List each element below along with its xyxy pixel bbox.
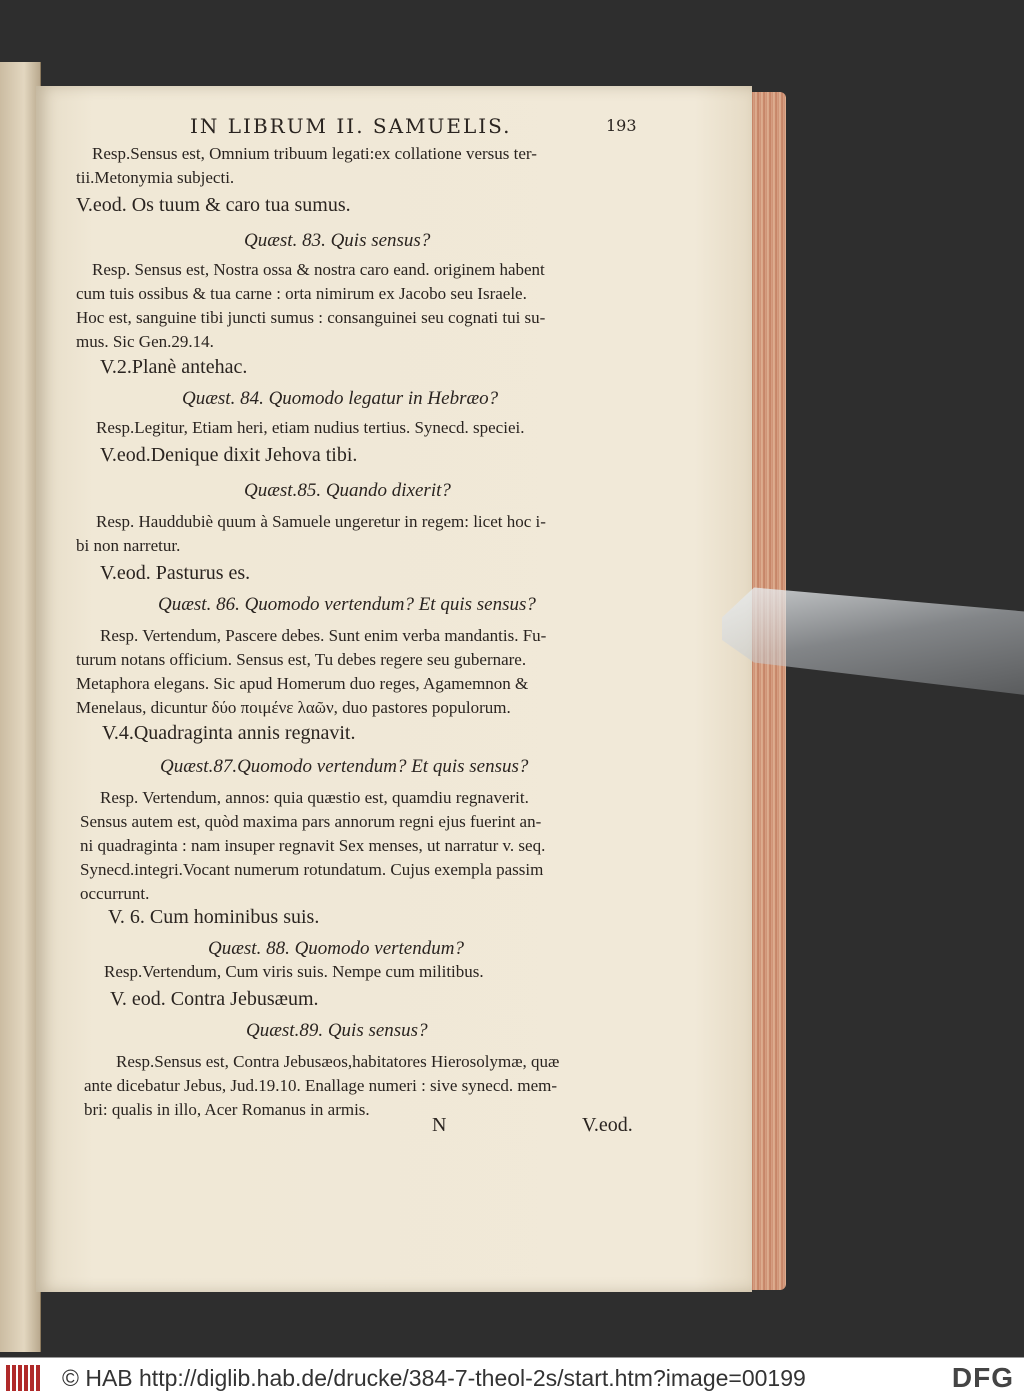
verse-heading: V.eod. Os tuum & caro tua sumus. — [76, 194, 351, 216]
text-line: Resp. Vertendum, Pascere debes. Sunt enim verba mandantis. Fu- — [100, 626, 547, 645]
verse-heading: V.2.Planè antehac. — [100, 356, 248, 378]
text-line: Resp.Legitur, Etiam heri, etiam nudius tertius. Synecd. speciei. — [96, 418, 525, 437]
text-line: Resp. Vertendum, annos: quia quæstio est, quamdiu regnaverit. — [100, 788, 529, 807]
text-line: Resp. Sensus est, Nostra ossa & nostra caro eand. originem habent — [92, 260, 545, 279]
running-header: IN LIBRUM II. SAMUELIS. — [190, 114, 512, 138]
verse-heading: V. 6. Cum hominibus suis. — [108, 906, 320, 928]
question-heading: Quæst. 88. Quomodo vertendum? — [208, 938, 464, 959]
signature-mark: N — [432, 1114, 447, 1136]
question-heading: Quæst. 84. Quomodo legatur in Hebræo? — [182, 388, 499, 409]
dfg-logo: DFG — [951, 1362, 1014, 1393]
hab-logo-icon — [6, 1363, 50, 1393]
footer-bar — [0, 1357, 1024, 1398]
text-line: mus. Sic Gen.29.14. — [76, 332, 214, 351]
verse-heading: V.4.Quadraginta annis regnavit. — [102, 722, 356, 744]
text-line: cum tuis ossibus & tua carne : orta nimirum ex Jacobo seu Israele. — [76, 284, 527, 303]
verse-heading: V.eod.Denique dixit Jehova tibi. — [100, 444, 358, 466]
text-line: occurrunt. — [80, 884, 150, 903]
verse-heading: V. eod. Contra Jebusæum. — [110, 988, 319, 1010]
text-line: Hoc est, sanguine tibi juncti sumus : consanguinei seu cognati tui su- — [76, 308, 546, 327]
page-fore-edge — [748, 92, 786, 1290]
verse-heading: V.eod. Pasturus es. — [100, 562, 251, 584]
text-line: ni quadraginta : nam insuper regnavit Sex menses, ut narratur v. seq. — [80, 836, 546, 855]
book-page — [36, 86, 752, 1292]
text-line: ante dicebatur Jebus, Jud.19.10. Enallage numeri : sive synecd. mem- — [84, 1076, 558, 1095]
left-page-edge — [0, 62, 41, 1352]
text-line: Menelaus, dicuntur δύο ποιμένε λαῶν, duo pastores populorum. — [76, 698, 511, 717]
text-line: Metaphora elegans. Sic apud Homerum duo reges, Agamemnon & — [76, 674, 529, 693]
text-line: Resp. Hauddubiè quum à Samuele ungeretur in regem: licet hoc i- — [96, 512, 546, 531]
text-line: Resp.Sensus est, Contra Jebusæos,habitatores Hierosolymæ, quæ — [116, 1052, 560, 1071]
text-line: bi non narretur. — [76, 536, 181, 555]
question-heading: Quæst.87.Quomodo vertendum? Et quis sensus? — [160, 756, 529, 777]
page-number: 193 — [606, 116, 637, 135]
text-line: Sensus autem est, quòd maxima pars annorum regni ejus fuerint an- — [80, 812, 542, 831]
catchword: V.eod. — [582, 1114, 633, 1136]
text-line: tii.Metonymia subjecti. — [76, 168, 235, 187]
text-line: Synecd.integri.Vocant numerum rotundatum. Cujus exempla passim — [80, 860, 544, 879]
copyright-url: © HAB http://diglib.hab.de/drucke/384-7-theol-2s/start.htm?image=00199 — [62, 1364, 806, 1391]
text-line: Resp.Sensus est, Omnium tribuum legati:ex collatione versus ter- — [92, 144, 537, 163]
question-heading: Quæst.89. Quis sensus? — [246, 1020, 428, 1041]
question-heading: Quæst. 83. Quis sensus? — [244, 230, 431, 251]
question-heading: Quæst.85. Quando dixerit? — [244, 480, 451, 501]
text-line: bri: qualis in illo, Acer Romanus in armis. — [84, 1100, 370, 1119]
text-line: Resp.Vertendum, Cum viris suis. Nempe cum militibus. — [104, 962, 484, 981]
question-heading: Quæst. 86. Quomodo vertendum? Et quis sensus? — [158, 594, 536, 615]
text-line: turum notans officium. Sensus est, Tu debes regere seu gubernare. — [76, 650, 527, 669]
